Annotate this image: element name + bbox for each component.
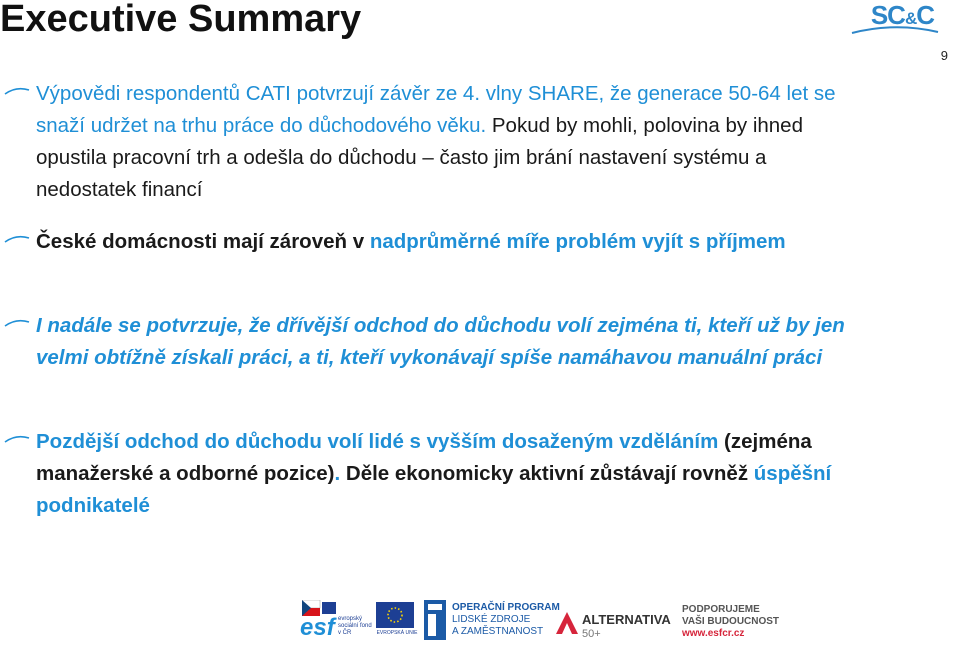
bullet-2-text: České domácnosti mají zároveň v [36, 230, 370, 253]
op-logo [424, 600, 560, 644]
bullet-4-rest: Děle ekonomicky aktivní zůstávají rovněž [340, 462, 754, 485]
logo-text-b: C [916, 0, 934, 30]
support-link[interactable]: www.esfcr.cz [682, 628, 745, 639]
bullet-1 [36, 78, 866, 206]
esf-subtitle: evropský sociální fond v ČR [338, 616, 372, 636]
bullet-1-highlight: Výpovědi respondentů CATI potvrzují závěr ze 4. vlny SHARE, že generace 50-64 let se snaží udržet na trhu práce do důchodového věku. [36, 82, 836, 137]
bullet-4-highlight-2: úspěšní podnikatelé [36, 462, 832, 517]
esf-logo [300, 600, 370, 642]
op-line-2: LIDSKÉ ZDROJE [452, 614, 531, 625]
bullet-swoosh-icon [4, 318, 30, 332]
eu-text: EVROPSKÁ UNIE [376, 630, 418, 636]
bullet-3-text: I nadále se potvrzuje, že dřívější odchod do důchodu volí zejména ti, kteří už by jen velmi obtížně získali práci, a ti, kteří vykonávají spíše namáhavou manuální práci [36, 314, 845, 369]
bullet-4 [36, 426, 906, 522]
op-line-1: OPERAČNÍ PROGRAM [452, 602, 560, 613]
bullet-4-paren: (zejména manažerské a odborné pozice) [36, 430, 812, 485]
support-line-2: VAŠI BUDOUCNOST [682, 616, 780, 627]
bullet-2-highlight: nadprůměrné míře problém vyjít s příjmem [369, 230, 786, 253]
support-line-1: PODPORUJEME [682, 604, 760, 615]
bullet-swoosh-icon [4, 234, 30, 248]
eu-flag-icon [376, 602, 414, 628]
alternativa-name: ALTERNATIVA [582, 612, 671, 627]
bullet-1-rest: Pokud by mohli, polovina by ihned opustila pracovní trh a odešla do důchodu – často jim brání nastavení systému a nedostatek financí [36, 114, 803, 201]
eu-logo [376, 602, 416, 642]
bullet-3 [36, 310, 896, 374]
support-block [682, 604, 792, 644]
alternativa-mark-icon [556, 612, 578, 634]
esf-mark: esf [300, 614, 335, 641]
bullet-2 [36, 226, 866, 258]
op-mark-icon [424, 600, 446, 640]
logo-amp: & [904, 9, 917, 28]
alternativa-sub: 50+ [582, 628, 601, 640]
bullet-swoosh-icon [4, 86, 30, 100]
bullet-4-dot: . [334, 462, 341, 485]
footer-logos [300, 596, 950, 646]
op-line-3: A ZAMĚSTNANOST [452, 626, 544, 637]
bullet-swoosh-icon [4, 434, 30, 448]
page-number: 9 [940, 48, 948, 63]
logo-text-a: SC [870, 0, 905, 30]
logo-swoosh-icon [850, 24, 940, 36]
page-title: Executive Summary [0, 0, 362, 40]
bullet-4-highlight: Pozdější odchod do důchodu volí lidé s vyšším dosaženým vzděláním [36, 430, 719, 453]
alternativa-logo [556, 610, 676, 644]
